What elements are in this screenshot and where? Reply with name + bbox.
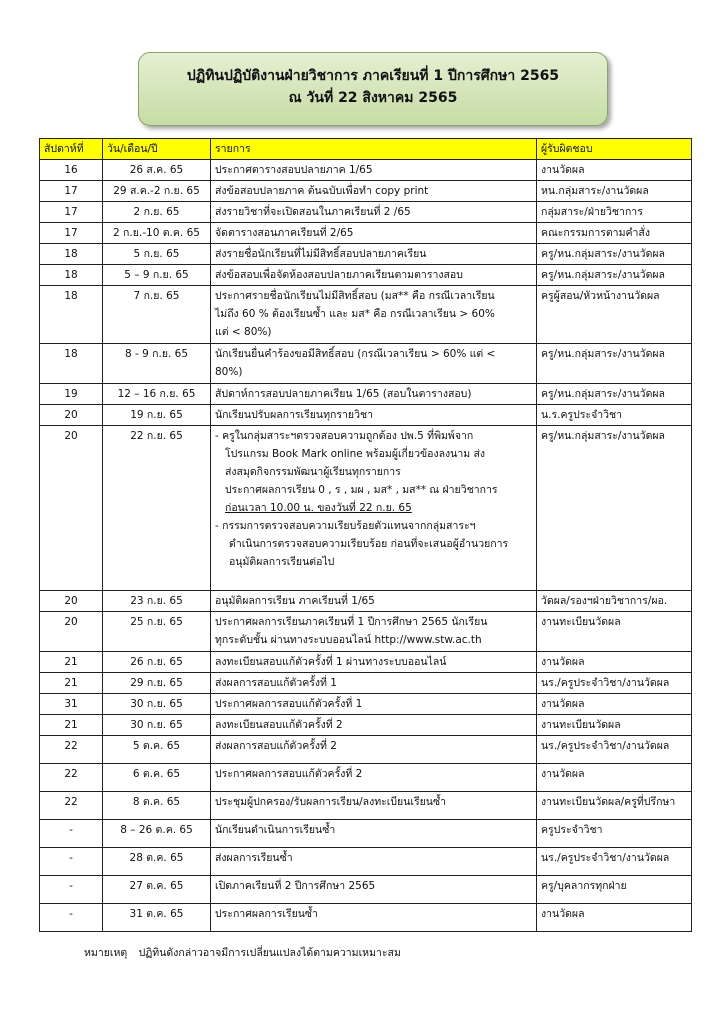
responsible-cell: ครู/หน.กลุ่มสาระ/งานวัดผล (537, 244, 692, 265)
responsible-cell: ครู/หน.กลุ่มสาระ/งานวัดผล (537, 265, 692, 286)
date-cell: 6 ต.ค. 65 (103, 764, 211, 792)
table-header-row (40, 139, 692, 160)
responsible-cell: ครู/หน.กลุ่มสาระ/งานวัดผล (537, 344, 692, 384)
task-cell (211, 286, 537, 344)
responsible-cell: งานทะเบียนวัดผล (537, 612, 692, 652)
task-cell (211, 792, 537, 820)
task-line: ส่งผลการสอบแก้ตัวครั้งที่ 1 (215, 677, 337, 689)
task-cell (211, 820, 537, 848)
task-line: อนุมัติผลการเรียนต่อไป (229, 556, 335, 568)
task-cell (211, 764, 537, 792)
week-cell: 21 (40, 673, 103, 694)
task-line: ทุกระดับชั้น ผ่านทางระบบออนไลน์ http://www.stw.ac.th (215, 634, 482, 646)
responsible-cell: น.ร.ครูประจำวิชา (537, 405, 692, 426)
task-line: จัดตารางสอนภาคเรียนที่ 2/65 (215, 227, 354, 239)
responsible-cell: ครูผู้สอน/หัวหน้างานวัดผล (537, 286, 692, 344)
table-row (40, 202, 692, 223)
table-row (40, 876, 692, 904)
date-cell: 30 ก.ย. 65 (103, 694, 211, 715)
week-cell: 19 (40, 384, 103, 405)
task-cell (211, 384, 537, 405)
task-line: ดำเนินการตรวจสอบความเรียบร้อย ก่อนที่จะเสนอผู้อำนวยการ (229, 538, 509, 550)
task-line: ประกาศผลการสอบแก้ตัวครั้งที่ 2 (215, 768, 363, 780)
responsible-cell: งานวัดผล (537, 160, 692, 181)
responsible-cell: ครูประจำวิชา (537, 820, 692, 848)
task-cell (211, 265, 537, 286)
task-cell (211, 591, 537, 612)
task-cell (211, 160, 537, 181)
date-cell: 5 ต.ค. 65 (103, 736, 211, 764)
table-row (40, 181, 692, 202)
week-cell: - (40, 848, 103, 876)
task-line: ประกาศตารางสอบปลายภาค 1/65 (215, 164, 373, 176)
task-line: ส่งผลการสอบแก้ตัวครั้งที่ 2 (215, 740, 337, 752)
task-cell (211, 223, 537, 244)
table-row (40, 344, 692, 384)
task-line: ลงทะเบียนสอบแก้ตัวครั้งที่ 1 ผ่านทางระบบออนไลน์ (215, 656, 447, 668)
week-cell: 18 (40, 286, 103, 344)
task-cell (211, 848, 537, 876)
week-cell: 18 (40, 344, 103, 384)
table-row (40, 286, 692, 344)
responsible-cell: ครู/บุคลากรทุกฝ่าย (537, 876, 692, 904)
table-row (40, 736, 692, 764)
table-row (40, 792, 692, 820)
task-line: 80%) (215, 366, 243, 378)
table-row (40, 426, 692, 591)
date-cell: 28 ต.ค. 65 (103, 848, 211, 876)
table-row (40, 223, 692, 244)
table-row (40, 694, 692, 715)
footnote-label: หมายเหตุ (84, 947, 128, 959)
header-date: วัน/เดือน/ปี (103, 139, 211, 160)
week-cell: 21 (40, 652, 103, 673)
table-row (40, 820, 692, 848)
header-responsible: ผู้รับผิดชอบ (537, 139, 692, 160)
date-cell: 8 - 9 ก.ย. 65 (103, 344, 211, 384)
task-line: อนุมัติผลการเรียน ภาคเรียนที่ 1/65 (215, 595, 375, 607)
date-cell: 2 ก.ย. 65 (103, 202, 211, 223)
calendar-table (39, 138, 692, 932)
table-row (40, 652, 692, 673)
week-cell: 20 (40, 426, 103, 591)
week-cell: 18 (40, 265, 103, 286)
week-cell: 21 (40, 715, 103, 736)
week-cell: 20 (40, 612, 103, 652)
task-cell (211, 202, 537, 223)
date-cell: 5 ก.ย. 65 (103, 244, 211, 265)
task-cell (211, 715, 537, 736)
task-line: แต่ < 80%) (215, 326, 272, 338)
responsible-cell: ครู/หน.กลุ่มสาระ/งานวัดผล (537, 426, 692, 591)
week-cell: 17 (40, 181, 103, 202)
responsible-cell: คณะกรรมการตามคำสั่ง (537, 223, 692, 244)
date-cell: 7 ก.ย. 65 (103, 286, 211, 344)
week-cell: 22 (40, 792, 103, 820)
date-cell: 12 – 16 ก.ย. 65 (103, 384, 211, 405)
date-cell: 22 ก.ย. 65 (103, 426, 211, 591)
task-line: โปรแกรม Book Mark online พร้อมผู้เกี่ยวข้องลงนาม ส่ง (225, 448, 486, 460)
responsible-cell: ครู/หน.กลุ่มสาระ/งานวัดผล (537, 384, 692, 405)
table-row (40, 405, 692, 426)
week-cell: 22 (40, 764, 103, 792)
responsible-cell: นร./ครูประจำวิชา/งานวัดผล (537, 736, 692, 764)
date-cell: 5 – 9 ก.ย. 65 (103, 265, 211, 286)
responsible-cell: นร./ครูประจำวิชา/งานวัดผล (537, 848, 692, 876)
task-cell (211, 181, 537, 202)
date-cell: 25 ก.ย. 65 (103, 612, 211, 652)
week-cell: - (40, 820, 103, 848)
footnote-text: ปฏิทินดังกล่าวอาจมีการเปลี่ยนแปลงได้ตามความเหมาะสม (138, 947, 401, 959)
task-line: ก่อนเวลา 10.00 น. ของวันที่ 22 ก.ย. 65 (225, 502, 412, 514)
table-row (40, 244, 692, 265)
table-row (40, 160, 692, 181)
header-task: รายการ (211, 139, 537, 160)
page-title: ปฏิทินปฏิบัติงานฝ่ายวิชาการ ภาคเรียนที่ 1 ปีการศึกษา 2565 (186, 68, 560, 84)
task-cell (211, 426, 537, 591)
week-cell: 20 (40, 591, 103, 612)
date-cell: 26 ก.ย. 65 (103, 652, 211, 673)
date-cell: 29 ก.ย. 65 (103, 673, 211, 694)
week-cell: 17 (40, 202, 103, 223)
responsible-cell: งานวัดผล (537, 652, 692, 673)
responsible-cell: งานทะเบียนวัดผล/ครูที่ปรึกษา (537, 792, 692, 820)
task-cell (211, 904, 537, 932)
header-week: สัปดาห์ที่ (40, 139, 103, 160)
task-line: - กรรมการตรวจสอบความเรียบร้อยตัวแทนจากกลุ่มสาระฯ (215, 520, 476, 532)
task-line: ประชุมผู้ปกครอง/รับผลการเรียน/ลงทะเบียนเรียนซ้ำ (215, 796, 446, 808)
date-cell: 2 ก.ย.-10 ต.ค. 65 (103, 223, 211, 244)
task-line: ส่งข้อสอบเพื่อจัดห้องสอบปลายภาคเรียนตามตารางสอบ (215, 269, 463, 281)
task-cell (211, 405, 537, 426)
task-line: ลงทะเบียนสอบแก้ตัวครั้งที่ 2 (215, 719, 343, 731)
table-row (40, 848, 692, 876)
task-line: นักเรียนยื่นคำร้องขอมีสิทธิ์สอบ (กรณีเวลาเรียน > 60% แต่ < (215, 348, 496, 360)
week-cell: 18 (40, 244, 103, 265)
responsible-cell: นร./ครูประจำวิชา/งานวัดผล (537, 673, 692, 694)
date-cell: 23 ก.ย. 65 (103, 591, 211, 612)
task-line: ประกาศผลการเรียน 0 , ร , มผ , มส* , มส** ณ ฝ่ายวิชาการ (225, 484, 498, 496)
task-cell (211, 652, 537, 673)
task-line: ส่งผลการเรียนซ้ำ (215, 852, 293, 864)
table-row (40, 591, 692, 612)
responsible-cell: งานทะเบียนวัดผล (537, 715, 692, 736)
task-line: นักเรียนปรับผลการเรียนทุกรายวิชา (215, 409, 373, 421)
responsible-cell: งานวัดผล (537, 694, 692, 715)
responsible-cell: วัดผล/รองฯฝ่ายวิชาการ/ผอ. (537, 591, 692, 612)
task-cell (211, 344, 537, 384)
week-cell: - (40, 876, 103, 904)
footnote (84, 944, 409, 961)
responsible-cell: งานวัดผล (537, 904, 692, 932)
date-cell: 8 ต.ค. 65 (103, 792, 211, 820)
task-line: ไม่ถึง 60 % ต้องเรียนซ้ำ และ มส* คือ กรณีเวลาเรียน > 60% (215, 308, 495, 320)
task-cell (211, 876, 537, 904)
week-cell: - (40, 904, 103, 932)
task-line: ประกาศผลการเรียนภาคเรียนที่ 1 ปีการศึกษา 2565 นักเรียน (215, 616, 488, 628)
task-line: - ครูในกลุ่มสาระฯตรวจสอบความถูกต้อง ปพ.5 ที่พิมพ์จาก (215, 430, 474, 442)
table-row (40, 673, 692, 694)
task-line: ส่งรายวิชาที่จะเปิดสอนในภาคเรียนที่ 2 /65 (215, 206, 411, 218)
responsible-cell: กลุ่มสาระ/ฝ่ายวิชาการ (537, 202, 692, 223)
table-row (40, 715, 692, 736)
task-line: ส่งสมุดกิจกรรมพัฒนาผู้เรียนทุกรายการ (225, 466, 401, 478)
task-line: สัปดาห์การสอบปลายภาคเรียน 1/65 (สอบในตารางสอบ) (215, 388, 472, 400)
table-row (40, 764, 692, 792)
task-line: นักเรียนดำเนินการเรียนซ้ำ (215, 824, 336, 836)
week-cell: 22 (40, 736, 103, 764)
task-line: ประกาศผลการสอบแก้ตัวครั้งที่ 1 (215, 698, 363, 710)
date-cell: 31 ต.ค. 65 (103, 904, 211, 932)
task-line: ส่งรายชื่อนักเรียนที่ไม่มีสิทธิ์สอบปลายภาคเรียน (215, 248, 427, 260)
task-cell (211, 244, 537, 265)
week-cell: 20 (40, 405, 103, 426)
date-cell: 29 ส.ค.-2 ก.ย. 65 (103, 181, 211, 202)
date-cell: 27 ต.ค. 65 (103, 876, 211, 904)
task-line: ประกาศผลการเรียนซ้ำ (215, 908, 318, 920)
task-line: เปิดภาคเรียนที่ 2 ปีการศึกษา 2565 (215, 880, 376, 892)
date-cell: 26 ส.ค. 65 (103, 160, 211, 181)
week-cell: 31 (40, 694, 103, 715)
page-subtitle-date: ณ วันที่ 22 สิงหาคม 2565 (288, 90, 458, 106)
table-row (40, 384, 692, 405)
responsible-cell: งานวัดผล (537, 764, 692, 792)
task-line: ประกาศรายชื่อนักเรียนไม่มีสิทธิ์สอบ (มส** คือ กรณีเวลาเรียน (215, 290, 495, 302)
date-cell: 8 – 26 ต.ค. 65 (103, 820, 211, 848)
table-row (40, 612, 692, 652)
responsible-cell: หน.กลุ่มสาระ/งานวัดผล (537, 181, 692, 202)
table-row (40, 265, 692, 286)
title-banner (138, 52, 608, 126)
week-cell: 17 (40, 223, 103, 244)
task-cell (211, 694, 537, 715)
table-row (40, 904, 692, 932)
task-line: ส่งข้อสอบปลายภาค ต้นฉบับเพื่อทำ copy print (215, 185, 429, 197)
task-cell (211, 736, 537, 764)
date-cell: 30 ก.ย. 65 (103, 715, 211, 736)
task-cell (211, 612, 537, 652)
week-cell: 16 (40, 160, 103, 181)
date-cell: 19 ก.ย. 65 (103, 405, 211, 426)
task-cell (211, 673, 537, 694)
